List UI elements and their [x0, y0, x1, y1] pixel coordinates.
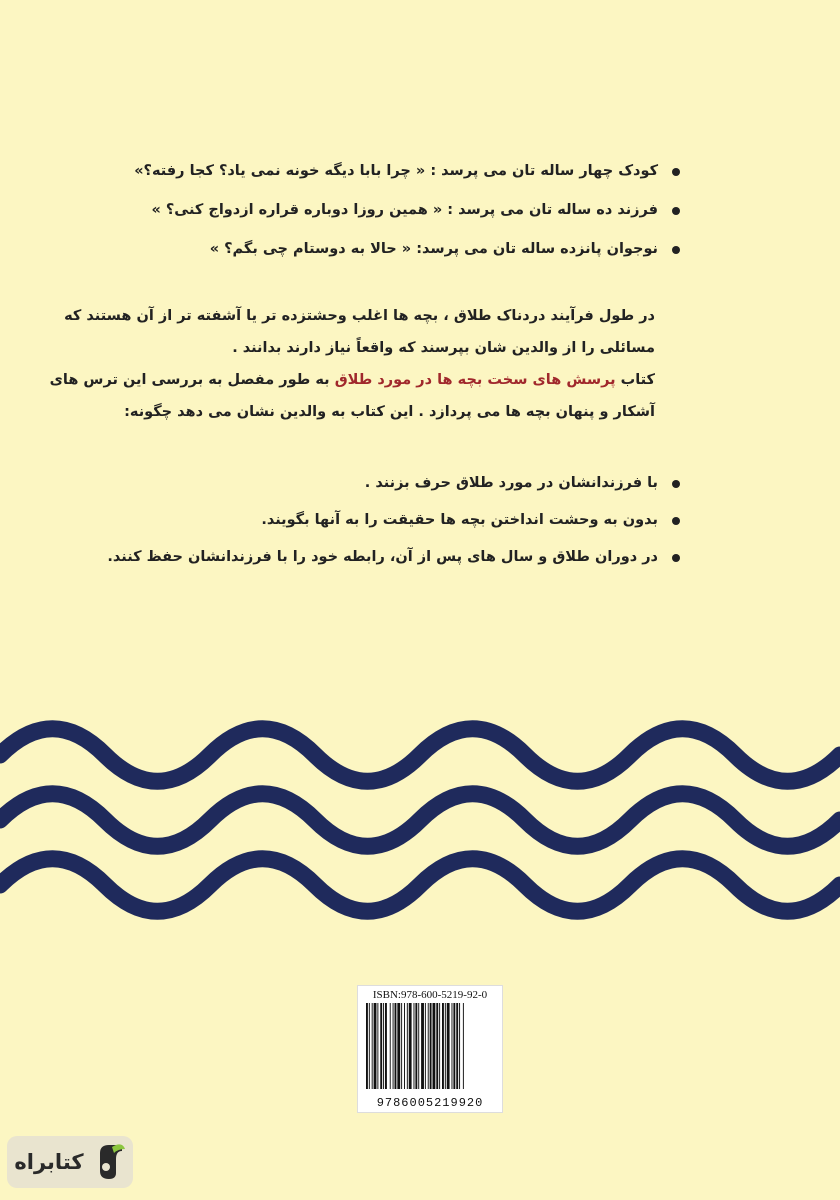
barcode-bar — [447, 1003, 450, 1089]
barcode-bar — [401, 1003, 402, 1089]
barcode-bar — [421, 1003, 424, 1089]
paragraph-suffix: به طور مفصل به بررسی این ترس های — [49, 372, 330, 388]
barcode-bar — [395, 1003, 397, 1089]
barcode-bar — [377, 1003, 378, 1089]
quote-item — [120, 162, 680, 180]
wave-line — [0, 859, 840, 912]
ketabrah-logo — [7, 1136, 133, 1188]
barcode-bar — [366, 1003, 368, 1089]
benefit-text: در دوران طلاق و سال های پس از آن، رابطه خود را با فرزندانشان حفظ کنند. — [107, 549, 658, 565]
barcode-number: 9786005219920 — [376, 1096, 484, 1110]
benefit-text: با فرزندانشان در مورد طلاق حرف بزنند . — [364, 475, 658, 491]
paragraph-line: آشکار و پنهان بچه ها می پردازد . این کتاب به والدین نشان می دهد چگونه: — [124, 404, 655, 420]
barcode-bar — [445, 1003, 446, 1089]
benefit-text: بدون به وحشت انداختن بچه ها حقیقت را به آنها بگویند. — [261, 512, 658, 528]
barcode-bar — [453, 1003, 455, 1089]
barcode-bar — [425, 1003, 426, 1089]
barcode-bars — [366, 1003, 494, 1089]
wave-line — [0, 729, 840, 782]
barcode-bar — [385, 1003, 387, 1089]
bullet-icon — [672, 554, 680, 562]
logo-text: کتابراه — [14, 1150, 84, 1174]
barcode-bar — [414, 1003, 415, 1089]
barcode-bar — [383, 1003, 384, 1089]
quote-list — [120, 162, 680, 279]
bullet-icon — [672, 246, 680, 254]
paragraph-line: مسائلی را از والدین شان بپرسند که واقعاً نیاز دارند بدانند . — [232, 340, 655, 356]
barcode-bar — [428, 1003, 429, 1089]
paragraph-prefix: کتاب — [620, 372, 655, 388]
barcode-bar — [369, 1003, 370, 1089]
barcode-bar — [390, 1003, 391, 1089]
description-paragraph — [49, 300, 655, 428]
barcode-bar — [459, 1003, 460, 1089]
wave-line — [0, 794, 840, 847]
isbn-label: ISBN:978-600-5219-92-0 — [372, 989, 488, 1001]
benefit-item — [100, 474, 680, 492]
barcode-bar — [418, 1003, 419, 1089]
quote-item — [120, 201, 680, 219]
isbn-barcode — [357, 985, 503, 1113]
benefit-item — [100, 548, 680, 566]
barcode-bar — [404, 1003, 405, 1089]
barcode-bar — [409, 1003, 412, 1089]
barcode-bar — [442, 1003, 444, 1089]
ketabrah-logo-icon — [92, 1143, 126, 1181]
barcode-bar — [372, 1003, 373, 1089]
book-title-highlight: پرسش های سخت بچه ها در مورد طلاق — [334, 372, 616, 388]
quote-text: نوجوان پانزده ساله تان می پرسد: « حالا به دوستام چی بگم؟ » — [209, 241, 658, 257]
barcode-bar — [456, 1003, 458, 1089]
paragraph-line: در طول فرآیند دردناک طلاق ، بچه ها اغلب وحشتزده تر یا آشفته تر از آن هستند که — [64, 308, 655, 324]
barcode-bar — [463, 1003, 464, 1089]
barcode-bar — [397, 1003, 400, 1089]
paragraph-line — [49, 364, 655, 396]
barcode-bar — [452, 1003, 453, 1089]
barcode-bar — [393, 1003, 394, 1089]
barcode-bar — [436, 1003, 438, 1089]
quote-text: فرزند ده ساله تان می پرسد : « همین روزا دوباره قراره ازدواج کنی؟ » — [151, 202, 658, 218]
wave-decoration — [0, 720, 840, 940]
barcode-bar — [439, 1003, 440, 1089]
bullet-icon — [672, 480, 680, 488]
barcode-bar — [433, 1003, 436, 1089]
barcode-bar — [380, 1003, 382, 1089]
barcode-bar — [430, 1003, 432, 1089]
bullet-icon — [672, 168, 680, 176]
barcode-bar — [407, 1003, 408, 1089]
barcode-bar — [374, 1003, 377, 1089]
bullet-icon — [672, 207, 680, 215]
barcode-bar — [415, 1003, 417, 1089]
quote-item — [120, 240, 680, 258]
benefits-list — [100, 474, 680, 585]
bullet-icon — [672, 517, 680, 525]
quote-text: کودک چهار ساله تان می پرسد : « چرا بابا دیگه خونه نمی یاد؟ کجا رفته؟» — [134, 163, 658, 179]
benefit-item — [100, 511, 680, 529]
